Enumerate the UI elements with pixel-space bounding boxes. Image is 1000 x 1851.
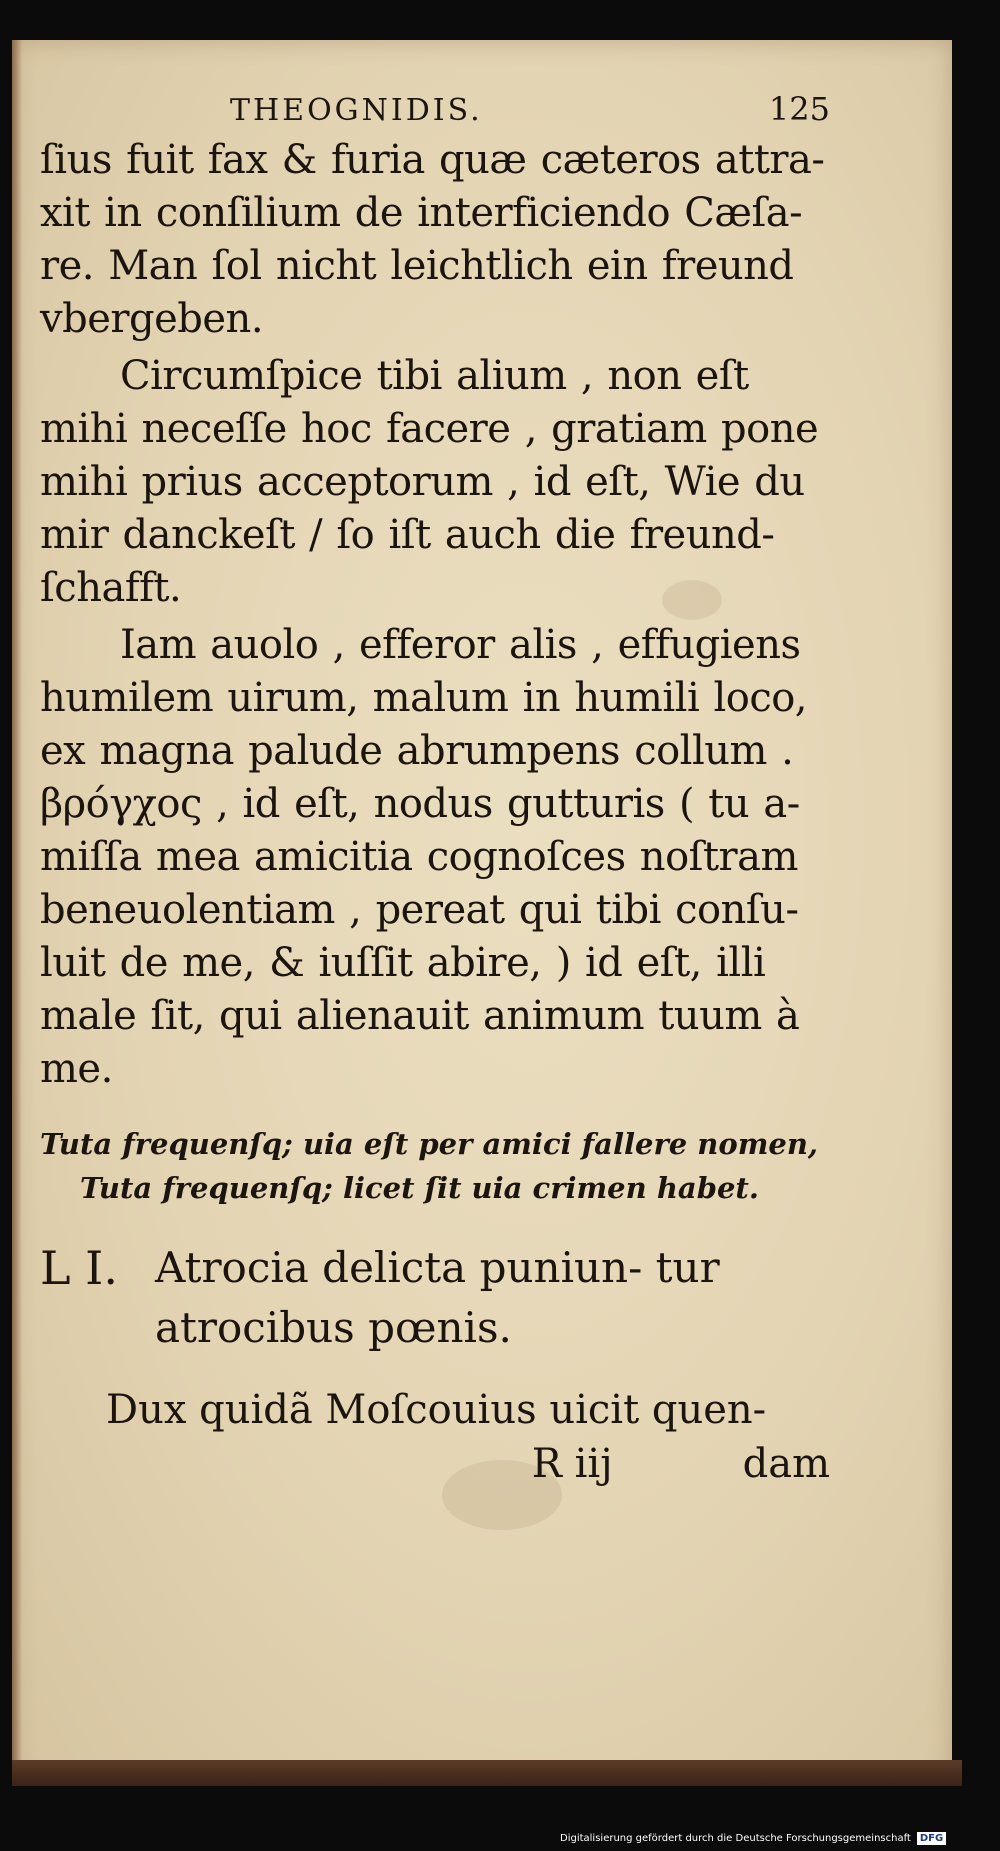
section-number: L I.: [40, 1241, 118, 1295]
page-gutter: [12, 40, 22, 1785]
verse-line-1: Tuta frequenſq; uia eſt per amici fallere nomen,: [40, 1127, 819, 1161]
page-text: [40, 90, 830, 1489]
signature-line: [40, 1439, 830, 1489]
paragraph-3: Iam auolo , efferor alis , effugiens humilem uirum, malum in humili loco, ex magna palude abrumpens collum . βρόγχος , id eſt, nodus gutturis ( tu a- miſſa mea amicitia cognoſces noſtram beneuolentiam , pereat qui tibi conſu- luit de me, & iuſſit abire, ) id eſt, illi male ſit, qui alienauit animum tuum à me.: [40, 622, 808, 1092]
last-body-line: Dux quidã Moſcouius uicit quen-: [106, 1387, 767, 1433]
footer-credit: Digitalisierung gefördert durch die Deutsche Forschungsgemeinschaft: [560, 1832, 911, 1844]
verse-block: [40, 1122, 830, 1210]
digitization-footer: [560, 1830, 946, 1846]
verse-line-2: Tuta frequenſq; licet ſit uia crimen habet.: [80, 1171, 759, 1205]
paragraph-1: ſius fuit fax & furia quæ cæteros attra- xit in conſilium de interficiendo Cæſa- re. Man ſol nicht leichtlich ein freund vbergeben.: [40, 137, 825, 342]
signature-mark: R iij: [531, 1441, 613, 1487]
paragraph-2: Circumſpice tibi alium , non eſt mihi neceſſe hoc facere , gratiam pone mihi prius acceptorum , id eſt, Wie du mir danckeſt / ſo iſt auch die freund- ſchafft.: [40, 353, 819, 611]
dfg-logo-icon: DFG: [917, 1832, 946, 1845]
catchword: dam: [742, 1441, 830, 1487]
section-title: Atrocia delicta puniun- tur atrocibus pœnis.: [155, 1243, 720, 1352]
running-head: [40, 90, 830, 128]
page-bottom-edge: [12, 1760, 962, 1786]
section-heading: [40, 1238, 830, 1358]
running-head-title: THEOGNIDIS.: [230, 93, 483, 128]
page-number: 125: [768, 90, 830, 128]
